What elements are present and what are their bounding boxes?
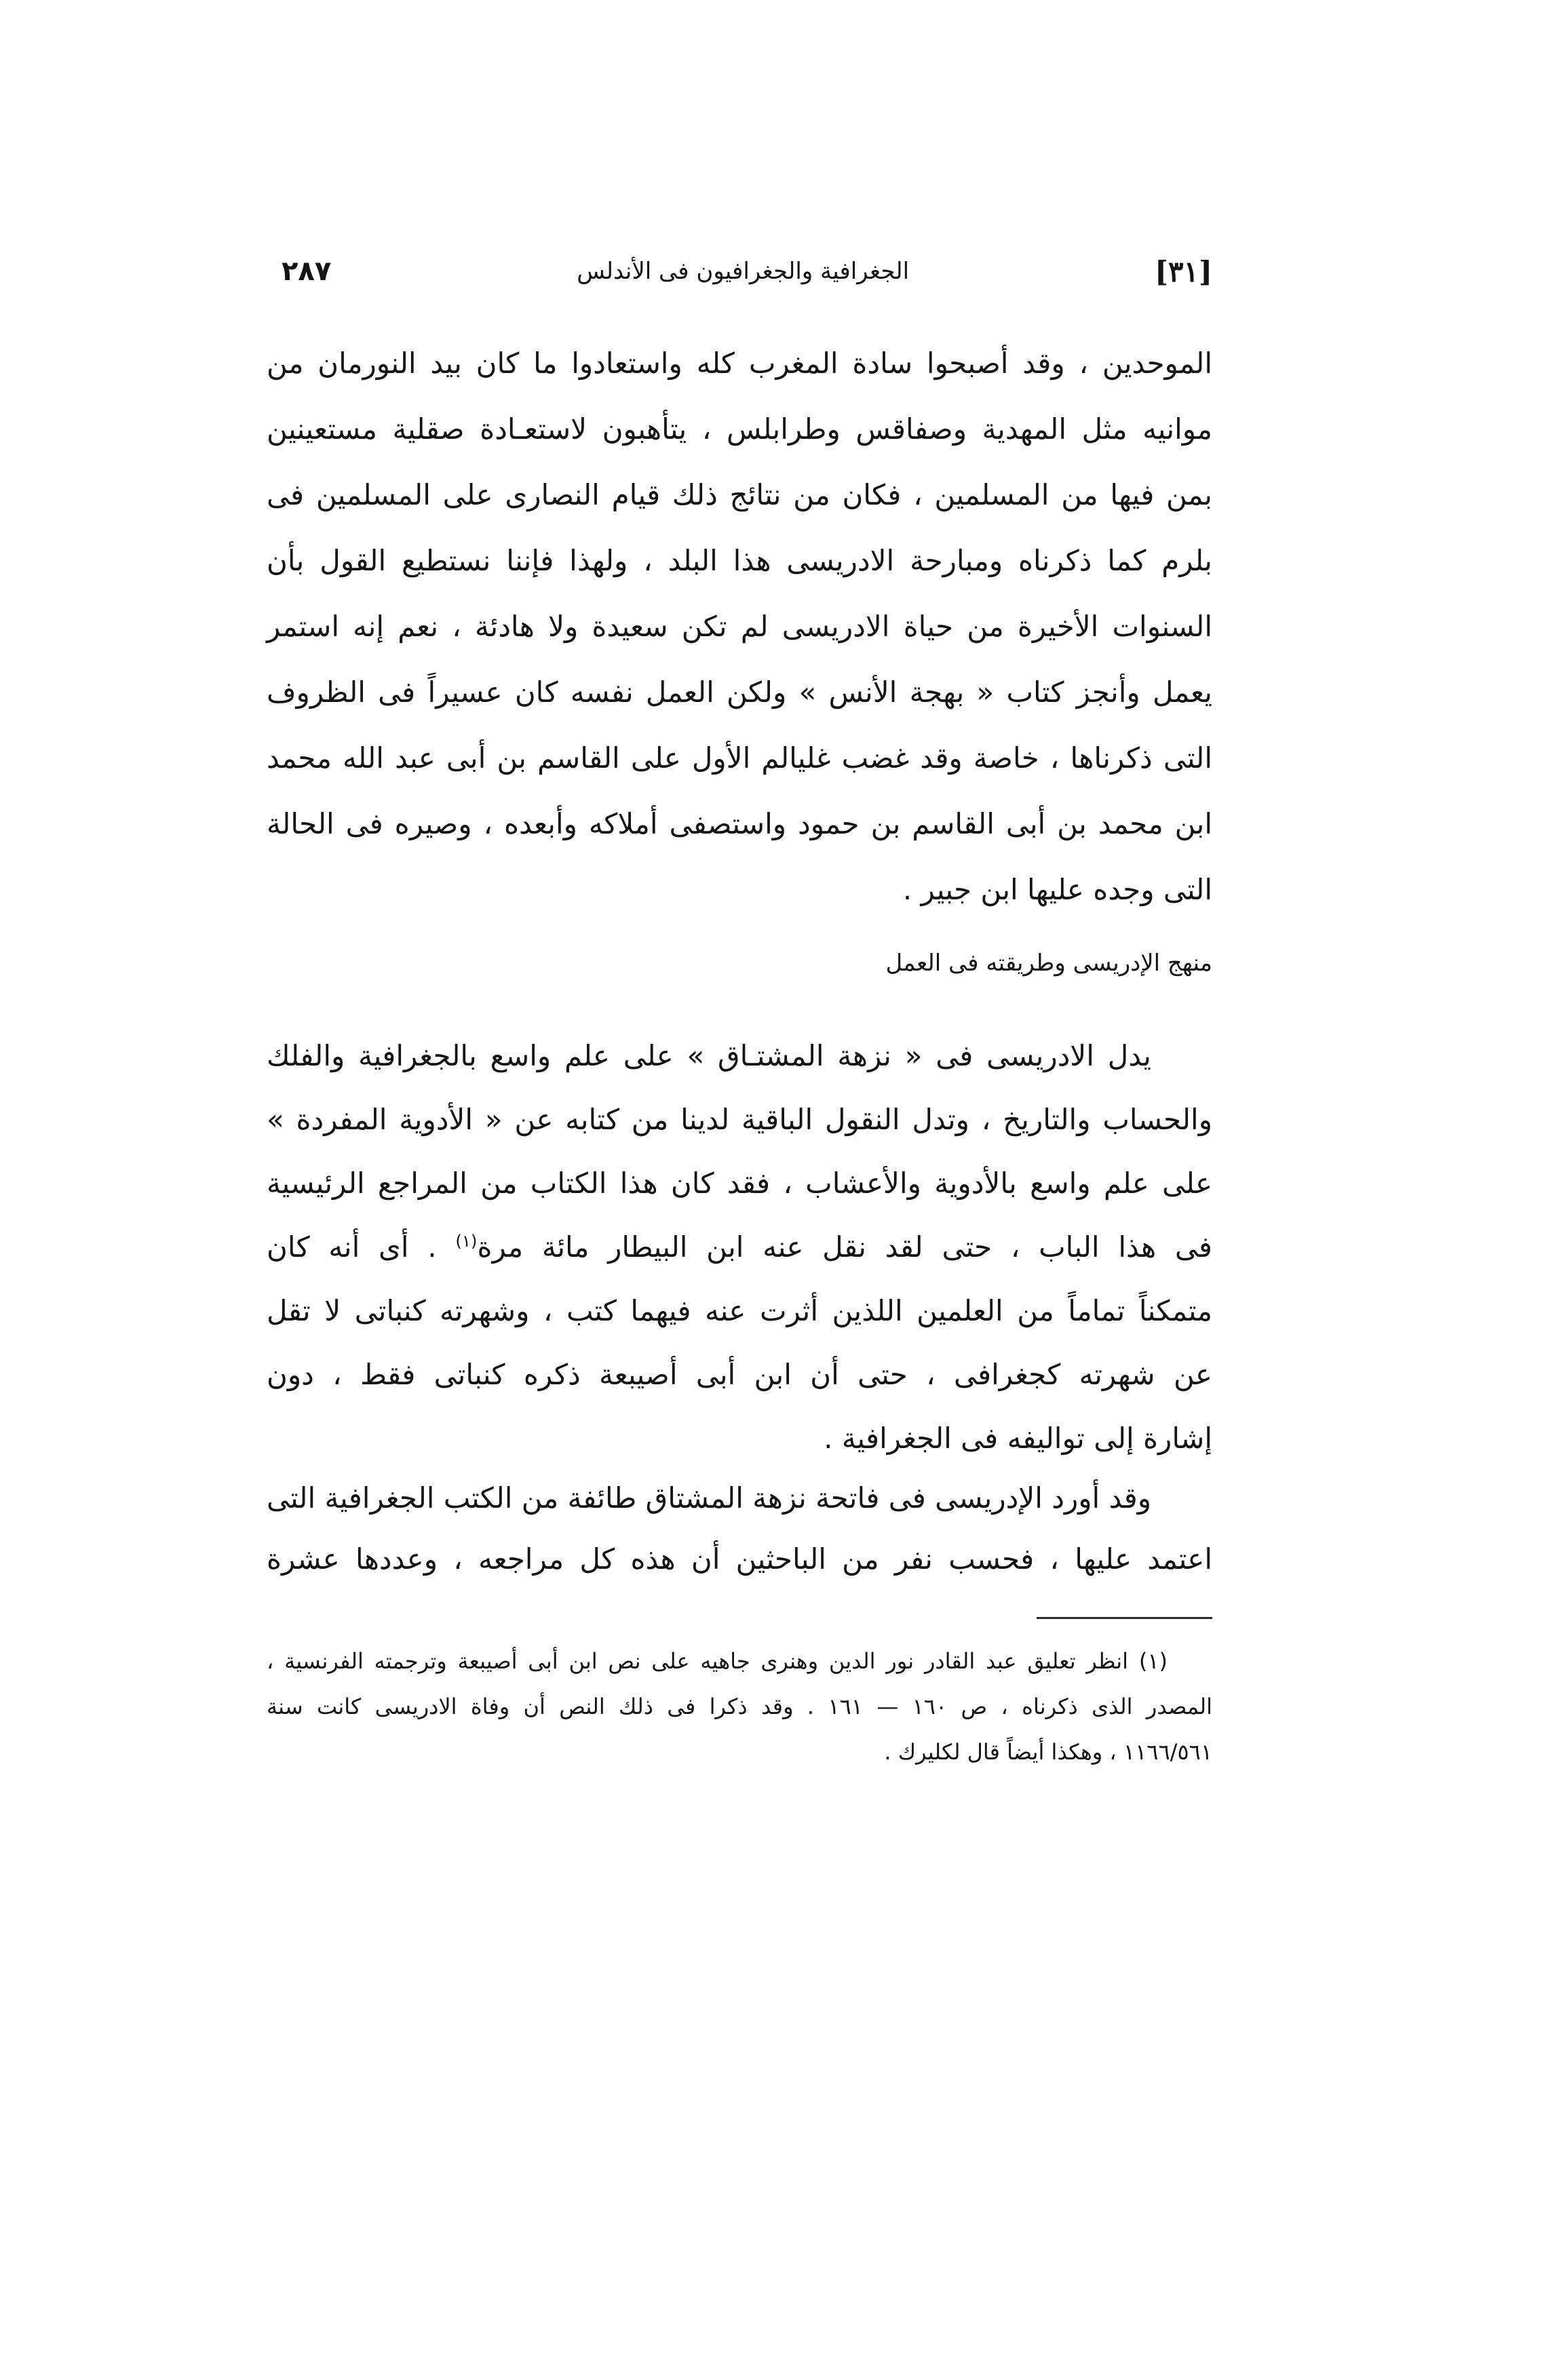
paragraph-line: ابن محمد بن أبى القاسم بن حمود واستصفى أملاكه وأبعده ، وصيره فى الحالة [267, 807, 1212, 840]
chapter-number: [٣١] [1155, 254, 1212, 288]
footnote-line: ١١٦٦/٥٦١ ، وهكذا أيضاً قال لكليرك . [884, 1739, 1212, 1765]
paragraph-line: على علم واسع بالأدوية والأعشاب ، فقد كان هذا الكتاب من المراجع الرئيسية [267, 1167, 1212, 1200]
footnote-separator [1037, 1617, 1212, 1619]
page-number: ٢٨٧ [282, 256, 332, 287]
body-paragraph [267, 1024, 1212, 1470]
paragraph-line: موانيه مثل المهدية وصفاقس وطرابلس ، يتأهبون لاستعـادة صقلية مستعينين [267, 412, 1212, 446]
body-paragraph [267, 1468, 1212, 1590]
line-text: . أى أنه كان [267, 1230, 456, 1264]
paragraph-line: التى وجده عليها ابن جبير . [902, 873, 1212, 906]
line-text: فى هذا الباب ، حتى لقد نقل عنه ابن البيطار مائة مرة [477, 1230, 1212, 1264]
paragraph-line: إشارة إلى تواليفه فى الجغرافية . [824, 1422, 1212, 1455]
paragraph-line: بلرم كما ذكرناه ومبارحة الادريسى هذا البلد ، ولهذا فإننا نستطيع القول بأن [267, 544, 1212, 577]
footnote-line: المصدر الذى ذكرناه ، ص ١٦٠ — ١٦١ . وقد ذكرا فى ذلك النص أن وفاة الادريسى كانت سنة [267, 1694, 1213, 1719]
body-paragraph [267, 330, 1212, 922]
paragraph-line: والحساب والتاريخ ، وتدل النقول الباقية لدينا من كتابه عن « الأدوية المفردة » [267, 1103, 1212, 1136]
footnote [267, 1639, 1212, 1775]
paragraph-line: التى ذكرناها ، خاصة وقد غضب غليالم الأول على القاسم بن أبى عبد الله محمد [267, 741, 1212, 775]
paragraph-line: وقد أورد الإدريسى فى فاتحة نزهة المشتاق طائفة من الكتب الجغرافية التى [267, 1481, 1151, 1515]
paragraph-line: متمكناً تماماً من العلمين اللذين أثرت عنه فيهما كتب ، وشهرته كنباتى لا تقل [267, 1294, 1212, 1327]
paragraph-line [267, 1215, 1212, 1279]
footnote-line: (١) انظر تعليق عبد القادر نور الدين وهنرى جاهيه على نص ابن أبى أصيبعة وترجمته الفرنسية ، [267, 1648, 1168, 1674]
paragraph-line: عن شهرته كجغرافى ، حتى أن ابن أبى أصيبعة ذكره كنباتى فقط ، دون [267, 1358, 1212, 1391]
footnote-reference: (١) [455, 1231, 478, 1251]
paragraph-line: اعتمد عليها ، فحسب نفر من الباحثين أن هذه كل مراجعه ، وعددها عشرة [267, 1542, 1212, 1576]
paragraph-line: الموحدين ، وقد أصبحوا سادة المغرب كله واستعادوا ما كان بيد النورمان من [267, 347, 1212, 380]
running-header [267, 244, 1212, 298]
paragraph-line: بمن فيها من المسلمين ، فكان من نتائج ذلك قيام النصارى على المسلمين فى [267, 478, 1212, 511]
section-heading: منهج الإدريسى وطريقته فى العمل [885, 950, 1212, 977]
paragraph-line: يدل الادريسى فى « نزهة المشتـاق » على علم واسع بالجغرافية والفلك [267, 1039, 1151, 1072]
running-title: الجغرافية والجغرافيون فى الأندلس [577, 258, 910, 285]
paragraph-line: السنوات الأخيرة من حياة الادريسى لم تكن سعيدة ولا هادئة ، نعم إنه استمر [267, 610, 1212, 643]
paragraph-line: يعمل وأنجز كتاب « بهجة الأنس » ولكن العمل نفسه كان عسيراً فى الظروف [267, 676, 1212, 709]
